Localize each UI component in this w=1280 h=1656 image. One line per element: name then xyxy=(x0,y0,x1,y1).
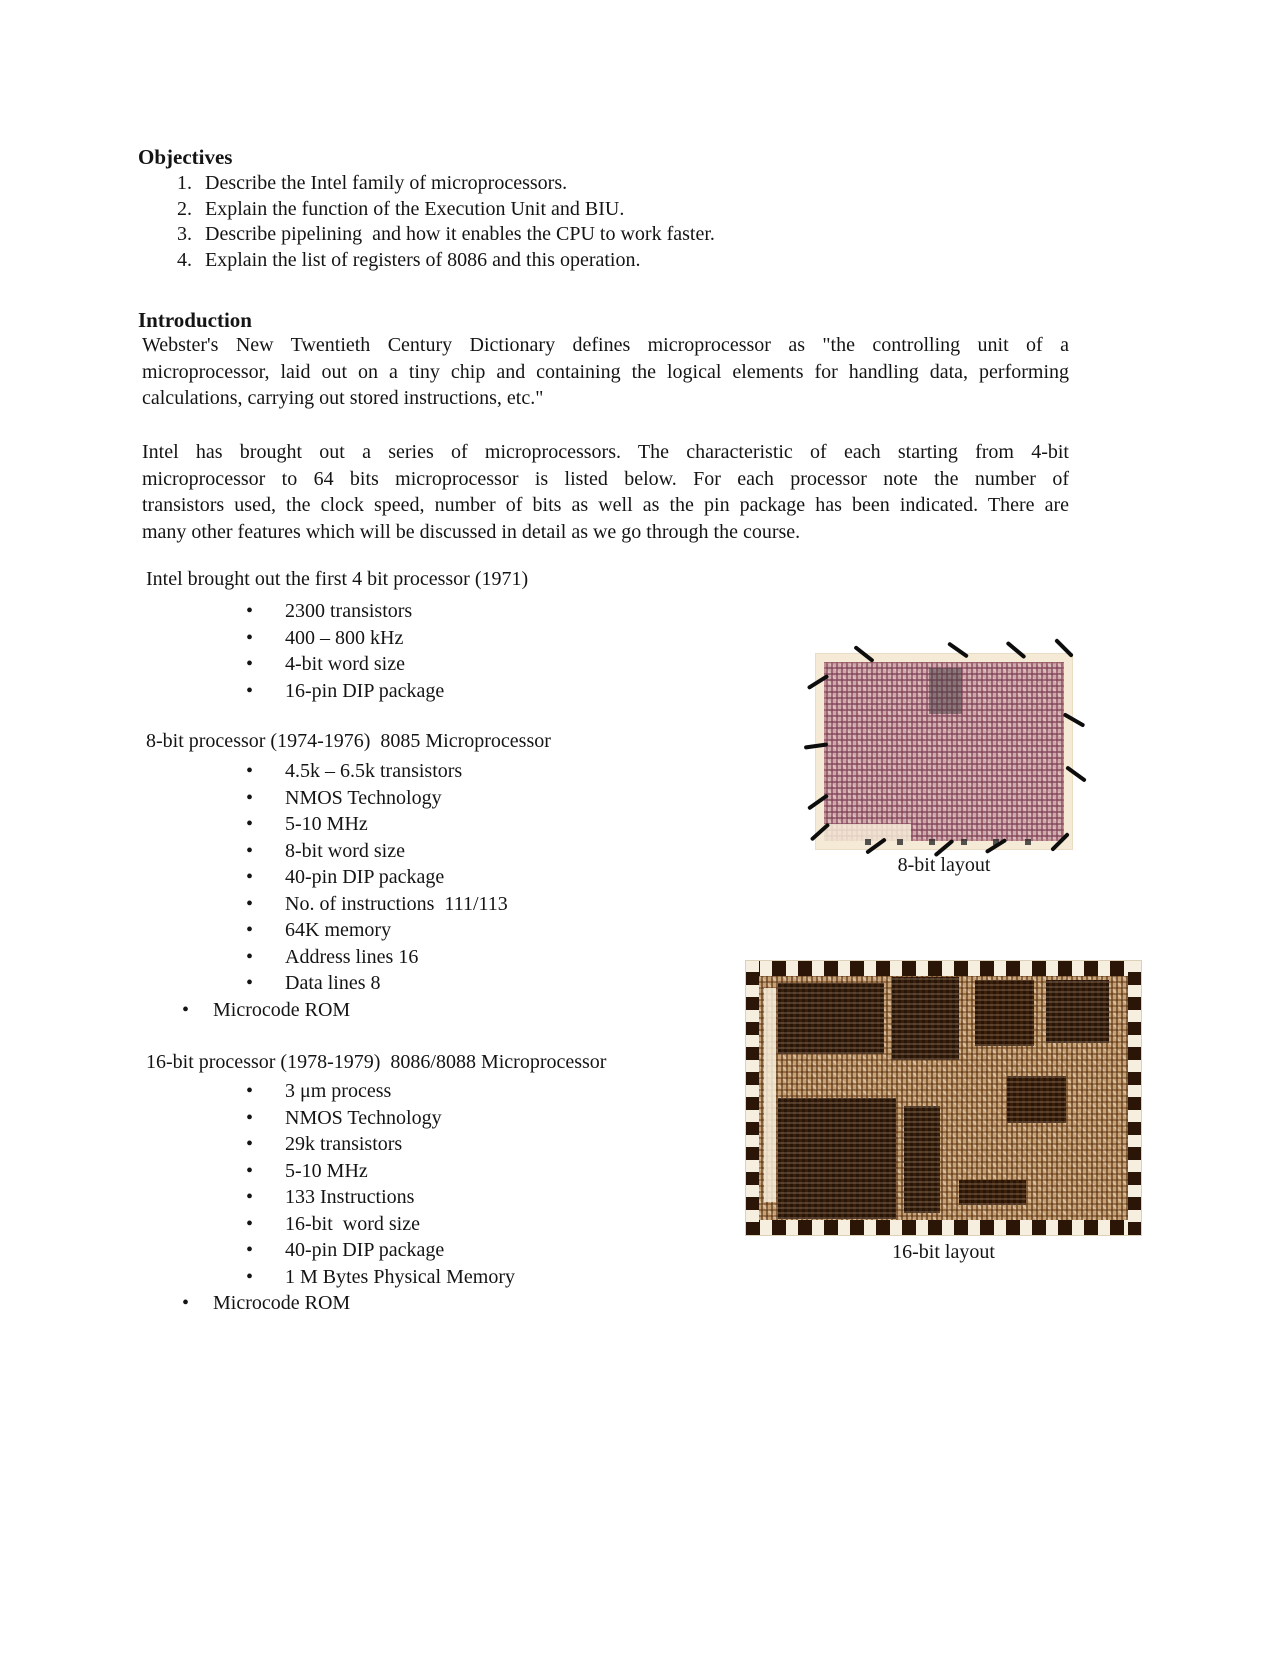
section-8bit-processor xyxy=(146,728,551,1023)
die-region xyxy=(892,977,959,1059)
bond-wire-icon xyxy=(807,674,829,690)
objective-item xyxy=(138,248,715,274)
item-number: 3. xyxy=(177,223,192,245)
die-region xyxy=(778,1098,897,1219)
paragraph-line: Webster's New Twentieth Century Dictionary defines microprocessor as "the controlling unit of a xyxy=(142,334,1069,356)
intro-paragraph-2 xyxy=(142,439,1069,545)
die-region xyxy=(764,988,776,1202)
introduction-section xyxy=(138,307,1069,412)
bullet-item xyxy=(146,811,551,838)
bullet-text: 5-10 MHz xyxy=(285,1159,368,1182)
die-region xyxy=(975,980,1034,1046)
bond-wire-icon xyxy=(853,645,874,663)
bullet-text: 8-bit word size xyxy=(285,839,405,862)
bullet-item xyxy=(146,1237,606,1264)
bullet-text: 400 – 800 kHz xyxy=(285,626,404,649)
bullet-text: Address lines 16 xyxy=(285,945,419,968)
bullet-text: 40-pin DIP package xyxy=(285,866,445,888)
bullet-item xyxy=(146,970,551,997)
paragraph-line: transistors used, the clock speed, number of bits as well as the pin package has been indicated. There are xyxy=(142,494,1069,516)
bullet-item xyxy=(146,625,528,652)
bullet-text: 1 M Bytes Physical Memory xyxy=(285,1265,515,1288)
bullet-text: 3 μm process xyxy=(285,1080,392,1102)
item-text: Explain the list of registers of 8086 and this operation. xyxy=(205,248,641,271)
paragraph-line: many other features which will be discussed in detail as we go through the course. xyxy=(142,520,801,543)
figure-8bit-layout xyxy=(815,653,1073,878)
section-heading: 8-bit processor (1974-1976) 8085 Microprocessor xyxy=(146,730,551,752)
intro-paragraph-1 xyxy=(142,332,1069,412)
bullet-item xyxy=(146,838,551,865)
bullet-item xyxy=(146,1158,606,1185)
bond-wire-icon xyxy=(947,641,969,658)
paragraph-line: microprocessor to 64 bits microprocessor is listed below. For each processor note the number of xyxy=(142,467,1069,490)
bullet-item xyxy=(146,598,528,625)
bullet-item xyxy=(146,891,551,918)
paragraph-line: microprocessor, laid out on a tiny chip and containing the logical elements for handling data, performing xyxy=(142,360,1069,383)
bullet-item xyxy=(146,785,551,812)
bullet-item xyxy=(146,1184,606,1211)
objective-item xyxy=(138,171,715,197)
bullet-item-outdented xyxy=(146,1290,606,1317)
objective-item xyxy=(138,222,715,248)
item-text: Describe pipelining and how it enables the CPU to work faster. xyxy=(205,223,715,245)
bullet-text: 16-pin DIP package xyxy=(285,679,445,702)
section-heading: 16-bit processor (1978-1979) 8086/8088 Microprocessor xyxy=(146,1051,607,1073)
bullet-item xyxy=(146,1211,606,1238)
bullet-text: NMOS Technology xyxy=(285,1106,442,1129)
bullet-list xyxy=(146,598,528,704)
bullet-item xyxy=(146,1105,606,1132)
die-region xyxy=(959,1180,1026,1205)
die-pads xyxy=(1128,961,1141,1235)
figure-caption-16bit: 16-bit layout xyxy=(892,1241,995,1263)
die-pads xyxy=(746,961,759,1235)
bullet-item xyxy=(146,944,551,971)
chip-die-image-8bit xyxy=(815,653,1073,850)
bullet-text: 5-10 MHz xyxy=(285,813,368,835)
item-number: 2. xyxy=(177,197,192,220)
objectives-list xyxy=(138,171,715,273)
bullet-list xyxy=(146,1078,606,1317)
bullet-text: 4.5k – 6.5k transistors xyxy=(285,760,463,782)
bullet-text: No. of instructions 111/113 xyxy=(285,892,508,915)
section-heading: Intel brought out the first 4 bit processor (1971) xyxy=(146,568,529,590)
bullet-text: 133 Instructions xyxy=(285,1186,415,1208)
objective-item xyxy=(138,197,715,223)
item-text: Explain the function of the Execution Unit and BIU. xyxy=(205,197,625,220)
die-region xyxy=(904,1106,940,1213)
bond-wire-icon xyxy=(1054,638,1074,658)
die-region xyxy=(1007,1076,1066,1123)
bullet-item xyxy=(146,758,551,785)
objectives-heading: Objectives xyxy=(138,145,233,169)
bond-wire-icon xyxy=(1065,765,1087,782)
bond-wire-icon xyxy=(804,742,828,749)
bond-wire-icon xyxy=(1050,832,1070,852)
bullet-text: 29k transistors xyxy=(285,1133,403,1155)
item-text: Describe the Intel family of microprocessors. xyxy=(205,172,568,194)
bond-wire-icon xyxy=(1006,641,1027,659)
bullet-item xyxy=(146,678,528,705)
bullet-text: 64K memory xyxy=(285,919,392,941)
bullet-item xyxy=(146,1131,606,1158)
bullet-text: NMOS Technology xyxy=(285,786,442,809)
die-pads xyxy=(746,1220,1141,1235)
bond-wire-icon xyxy=(1063,712,1086,727)
bullet-item xyxy=(146,864,551,891)
objectives-section xyxy=(138,144,715,273)
figure-16bit-layout xyxy=(745,960,1142,1265)
bullet-text: 2300 transistors xyxy=(285,600,413,622)
item-number: 4. xyxy=(177,248,192,271)
chip-die-image-16bit xyxy=(745,960,1142,1236)
bullet-text: Microcode ROM xyxy=(213,1292,351,1314)
introduction-heading: Introduction xyxy=(138,308,252,332)
section-16bit-processor xyxy=(146,1049,606,1317)
die-pads xyxy=(746,961,1141,976)
figure-caption-8bit: 8-bit layout xyxy=(897,854,991,876)
bullet-item xyxy=(146,1264,606,1291)
bullet-text: Data lines 8 xyxy=(285,972,381,994)
die-region xyxy=(778,983,885,1054)
bullet-item xyxy=(146,651,528,678)
item-number: 1. xyxy=(177,172,192,194)
bullet-item-outdented xyxy=(146,997,551,1024)
paragraph-line: calculations, carrying out stored instructions, etc." xyxy=(142,387,544,409)
paragraph-line: Intel has brought out a series of microprocessors. The characteristic of each starting from 4-bit xyxy=(142,441,1069,463)
bond-wire-icon xyxy=(807,793,829,810)
bullet-text: 4-bit word size xyxy=(285,653,405,675)
section-4bit-processor xyxy=(146,566,528,704)
bullet-list xyxy=(146,758,551,1023)
bullet-item xyxy=(146,1078,606,1105)
die-region xyxy=(1046,980,1109,1043)
bullet-text: 40-pin DIP package xyxy=(285,1239,445,1261)
bullet-text: Microcode ROM xyxy=(213,998,351,1021)
bullet-item xyxy=(146,917,551,944)
die-region xyxy=(929,668,962,715)
bullet-text: 16-bit word size xyxy=(285,1212,420,1235)
